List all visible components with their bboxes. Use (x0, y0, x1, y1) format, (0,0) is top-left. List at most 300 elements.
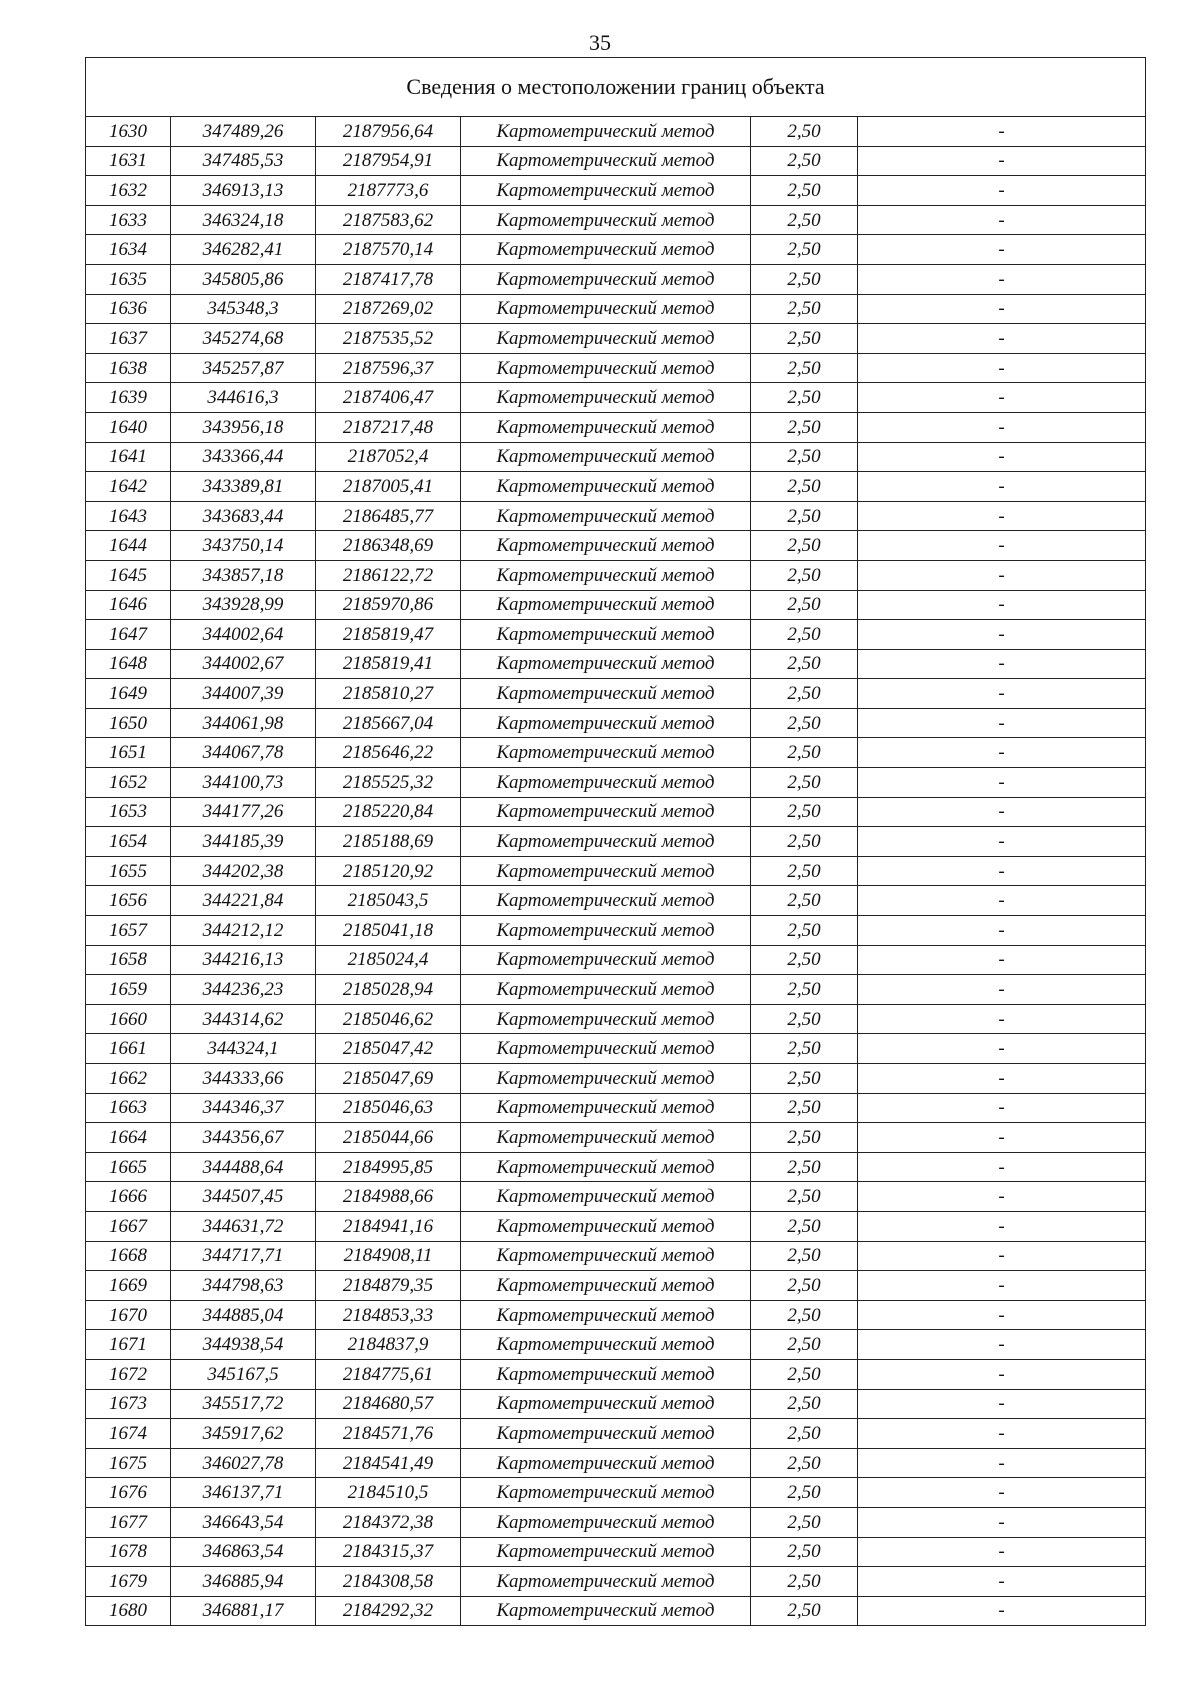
description-cell: - (858, 1596, 1146, 1626)
accuracy-cell: 2,50 (751, 1330, 858, 1360)
y-coordinate-cell: 2185188,69 (316, 827, 461, 857)
x-coordinate-cell: 344507,45 (171, 1182, 316, 1212)
point-number-cell: 1662 (86, 1064, 171, 1094)
point-number-cell: 1656 (86, 886, 171, 916)
x-coordinate-cell: 344798,63 (171, 1271, 316, 1301)
point-number-cell: 1646 (86, 590, 171, 620)
x-coordinate-cell: 344067,78 (171, 738, 316, 768)
accuracy-cell: 2,50 (751, 324, 858, 354)
point-number-cell: 1671 (86, 1330, 171, 1360)
y-coordinate-cell: 2184680,57 (316, 1389, 461, 1419)
y-coordinate-cell: 2187773,6 (316, 176, 461, 206)
method-cell: Картометрический метод (461, 945, 751, 975)
point-number-cell: 1640 (86, 412, 171, 442)
method-cell: Картометрический метод (461, 768, 751, 798)
table-title: Сведения о местоположении границ объекта (86, 58, 1146, 117)
point-number-cell: 1664 (86, 1123, 171, 1153)
description-cell: - (858, 856, 1146, 886)
table-row (86, 235, 1146, 265)
accuracy-cell: 2,50 (751, 1152, 858, 1182)
method-cell: Картометрический метод (461, 353, 751, 383)
x-coordinate-cell: 344488,64 (171, 1152, 316, 1182)
accuracy-cell: 2,50 (751, 531, 858, 561)
table-row (86, 176, 1146, 206)
table-row (86, 1093, 1146, 1123)
accuracy-cell: 2,50 (751, 560, 858, 590)
table-row (86, 472, 1146, 502)
accuracy-cell: 2,50 (751, 768, 858, 798)
accuracy-cell: 2,50 (751, 620, 858, 650)
x-coordinate-cell: 344216,13 (171, 945, 316, 975)
table-row (86, 856, 1146, 886)
y-coordinate-cell: 2184837,9 (316, 1330, 461, 1360)
table-row (86, 1567, 1146, 1597)
table-row (86, 590, 1146, 620)
method-cell: Картометрический метод (461, 886, 751, 916)
description-cell: - (858, 1034, 1146, 1064)
accuracy-cell: 2,50 (751, 827, 858, 857)
description-cell: - (858, 205, 1146, 235)
point-number-cell: 1667 (86, 1211, 171, 1241)
method-cell: Картометрический метод (461, 1064, 751, 1094)
table-row (86, 146, 1146, 176)
boundary-coordinates-table (85, 57, 1146, 1626)
y-coordinate-cell: 2185028,94 (316, 975, 461, 1005)
method-cell: Картометрический метод (461, 472, 751, 502)
description-cell: - (858, 797, 1146, 827)
table-row (86, 827, 1146, 857)
y-coordinate-cell: 2185047,69 (316, 1064, 461, 1094)
x-coordinate-cell: 344346,37 (171, 1093, 316, 1123)
y-coordinate-cell: 2184510,5 (316, 1478, 461, 1508)
description-cell: - (858, 560, 1146, 590)
table-row (86, 886, 1146, 916)
y-coordinate-cell: 2184315,37 (316, 1537, 461, 1567)
accuracy-cell: 2,50 (751, 679, 858, 709)
accuracy-cell: 2,50 (751, 1448, 858, 1478)
x-coordinate-cell: 346282,41 (171, 235, 316, 265)
point-number-cell: 1665 (86, 1152, 171, 1182)
point-number-cell: 1654 (86, 827, 171, 857)
y-coordinate-cell: 2185041,18 (316, 916, 461, 946)
point-number-cell: 1659 (86, 975, 171, 1005)
y-coordinate-cell: 2185810,27 (316, 679, 461, 709)
y-coordinate-cell: 2184372,38 (316, 1507, 461, 1537)
method-cell: Картометрический метод (461, 1004, 751, 1034)
table-row (86, 412, 1146, 442)
point-number-cell: 1633 (86, 205, 171, 235)
method-cell: Картометрический метод (461, 1596, 751, 1626)
accuracy-cell: 2,50 (751, 146, 858, 176)
point-number-cell: 1632 (86, 176, 171, 206)
point-number-cell: 1663 (86, 1093, 171, 1123)
x-coordinate-cell: 344616,3 (171, 383, 316, 413)
accuracy-cell: 2,50 (751, 205, 858, 235)
y-coordinate-cell: 2185220,84 (316, 797, 461, 827)
description-cell: - (858, 886, 1146, 916)
y-coordinate-cell: 2184308,58 (316, 1567, 461, 1597)
method-cell: Картометрический метод (461, 1478, 751, 1508)
point-number-cell: 1651 (86, 738, 171, 768)
x-coordinate-cell: 345805,86 (171, 264, 316, 294)
description-cell: - (858, 679, 1146, 709)
y-coordinate-cell: 2185646,22 (316, 738, 461, 768)
table-row (86, 1211, 1146, 1241)
accuracy-cell: 2,50 (751, 176, 858, 206)
table-title-row (86, 58, 1146, 117)
table-row (86, 531, 1146, 561)
y-coordinate-cell: 2185970,86 (316, 590, 461, 620)
description-cell: - (858, 117, 1146, 147)
method-cell: Картометрический метод (461, 708, 751, 738)
method-cell: Картометрический метод (461, 827, 751, 857)
y-coordinate-cell: 2185047,42 (316, 1034, 461, 1064)
method-cell: Картометрический метод (461, 738, 751, 768)
point-number-cell: 1636 (86, 294, 171, 324)
description-cell: - (858, 1567, 1146, 1597)
table-row (86, 1389, 1146, 1419)
y-coordinate-cell: 2187583,62 (316, 205, 461, 235)
y-coordinate-cell: 2187956,64 (316, 117, 461, 147)
method-cell: Картометрический метод (461, 1152, 751, 1182)
description-cell: - (858, 1537, 1146, 1567)
table-row (86, 383, 1146, 413)
description-cell: - (858, 1359, 1146, 1389)
x-coordinate-cell: 347485,53 (171, 146, 316, 176)
description-cell: - (858, 1182, 1146, 1212)
y-coordinate-cell: 2185024,4 (316, 945, 461, 975)
description-cell: - (858, 708, 1146, 738)
x-coordinate-cell: 344221,84 (171, 886, 316, 916)
accuracy-cell: 2,50 (751, 797, 858, 827)
description-cell: - (858, 1507, 1146, 1537)
method-cell: Картометрический метод (461, 1448, 751, 1478)
y-coordinate-cell: 2184292,32 (316, 1596, 461, 1626)
x-coordinate-cell: 346137,71 (171, 1478, 316, 1508)
description-cell: - (858, 353, 1146, 383)
point-number-cell: 1642 (86, 472, 171, 502)
description-cell: - (858, 324, 1146, 354)
description-cell: - (858, 620, 1146, 650)
description-cell: - (858, 1004, 1146, 1034)
table-row (86, 324, 1146, 354)
point-number-cell: 1634 (86, 235, 171, 265)
point-number-cell: 1678 (86, 1537, 171, 1567)
method-cell: Картометрический метод (461, 1211, 751, 1241)
table-row (86, 708, 1146, 738)
method-cell: Картометрический метод (461, 412, 751, 442)
y-coordinate-cell: 2185120,92 (316, 856, 461, 886)
y-coordinate-cell: 2185819,47 (316, 620, 461, 650)
x-coordinate-cell: 346885,94 (171, 1567, 316, 1597)
accuracy-cell: 2,50 (751, 235, 858, 265)
table-row (86, 1034, 1146, 1064)
accuracy-cell: 2,50 (751, 886, 858, 916)
y-coordinate-cell: 2184941,16 (316, 1211, 461, 1241)
description-cell: - (858, 945, 1146, 975)
method-cell: Картометрический метод (461, 1034, 751, 1064)
point-number-cell: 1673 (86, 1389, 171, 1419)
method-cell: Картометрический метод (461, 235, 751, 265)
x-coordinate-cell: 344356,67 (171, 1123, 316, 1153)
x-coordinate-cell: 343857,18 (171, 560, 316, 590)
x-coordinate-cell: 344212,12 (171, 916, 316, 946)
accuracy-cell: 2,50 (751, 1359, 858, 1389)
x-coordinate-cell: 343750,14 (171, 531, 316, 561)
accuracy-cell: 2,50 (751, 590, 858, 620)
description-cell: - (858, 176, 1146, 206)
x-coordinate-cell: 344007,39 (171, 679, 316, 709)
description-cell: - (858, 768, 1146, 798)
description-cell: - (858, 1300, 1146, 1330)
point-number-cell: 1635 (86, 264, 171, 294)
point-number-cell: 1650 (86, 708, 171, 738)
method-cell: Картометрический метод (461, 975, 751, 1005)
description-cell: - (858, 1271, 1146, 1301)
table-row (86, 738, 1146, 768)
table-row (86, 1182, 1146, 1212)
table-row (86, 797, 1146, 827)
x-coordinate-cell: 344236,23 (171, 975, 316, 1005)
table-row (86, 768, 1146, 798)
x-coordinate-cell: 343683,44 (171, 501, 316, 531)
x-coordinate-cell: 345167,5 (171, 1359, 316, 1389)
y-coordinate-cell: 2184879,35 (316, 1271, 461, 1301)
point-number-cell: 1641 (86, 442, 171, 472)
table-row (86, 1359, 1146, 1389)
point-number-cell: 1630 (86, 117, 171, 147)
table-row (86, 916, 1146, 946)
description-cell: - (858, 1123, 1146, 1153)
x-coordinate-cell: 346881,17 (171, 1596, 316, 1626)
method-cell: Картометрический метод (461, 1271, 751, 1301)
point-number-cell: 1660 (86, 1004, 171, 1034)
description-cell: - (858, 649, 1146, 679)
method-cell: Картометрический метод (461, 679, 751, 709)
point-number-cell: 1657 (86, 916, 171, 946)
x-coordinate-cell: 344324,1 (171, 1034, 316, 1064)
table-row (86, 117, 1146, 147)
accuracy-cell: 2,50 (751, 1507, 858, 1537)
table-row (86, 1330, 1146, 1360)
accuracy-cell: 2,50 (751, 975, 858, 1005)
y-coordinate-cell: 2187954,91 (316, 146, 461, 176)
y-coordinate-cell: 2184988,66 (316, 1182, 461, 1212)
method-cell: Картометрический метод (461, 146, 751, 176)
point-number-cell: 1666 (86, 1182, 171, 1212)
x-coordinate-cell: 343928,99 (171, 590, 316, 620)
point-number-cell: 1676 (86, 1478, 171, 1508)
y-coordinate-cell: 2184908,11 (316, 1241, 461, 1271)
table-row (86, 1004, 1146, 1034)
accuracy-cell: 2,50 (751, 1389, 858, 1419)
method-cell: Картометрический метод (461, 1330, 751, 1360)
method-cell: Картометрический метод (461, 560, 751, 590)
method-cell: Картометрический метод (461, 1537, 751, 1567)
accuracy-cell: 2,50 (751, 1182, 858, 1212)
x-coordinate-cell: 345917,62 (171, 1419, 316, 1449)
method-cell: Картометрический метод (461, 1389, 751, 1419)
y-coordinate-cell: 2184571,76 (316, 1419, 461, 1449)
table-row (86, 294, 1146, 324)
accuracy-cell: 2,50 (751, 916, 858, 946)
description-cell: - (858, 1093, 1146, 1123)
x-coordinate-cell: 344202,38 (171, 856, 316, 886)
point-number-cell: 1670 (86, 1300, 171, 1330)
accuracy-cell: 2,50 (751, 1300, 858, 1330)
y-coordinate-cell: 2187052,4 (316, 442, 461, 472)
accuracy-cell: 2,50 (751, 649, 858, 679)
accuracy-cell: 2,50 (751, 1596, 858, 1626)
page-number: 35 (589, 30, 611, 55)
y-coordinate-cell: 2185819,41 (316, 649, 461, 679)
accuracy-cell: 2,50 (751, 738, 858, 768)
y-coordinate-cell: 2185046,62 (316, 1004, 461, 1034)
x-coordinate-cell: 344717,71 (171, 1241, 316, 1271)
y-coordinate-cell: 2187535,52 (316, 324, 461, 354)
method-cell: Картометрический метод (461, 916, 751, 946)
method-cell: Картометрический метод (461, 620, 751, 650)
point-number-cell: 1639 (86, 383, 171, 413)
description-cell: - (858, 1448, 1146, 1478)
table-row (86, 975, 1146, 1005)
point-number-cell: 1631 (86, 146, 171, 176)
y-coordinate-cell: 2186122,72 (316, 560, 461, 590)
description-cell: - (858, 235, 1146, 265)
point-number-cell: 1645 (86, 560, 171, 590)
x-coordinate-cell: 344100,73 (171, 768, 316, 798)
description-cell: - (858, 590, 1146, 620)
method-cell: Картометрический метод (461, 1093, 751, 1123)
accuracy-cell: 2,50 (751, 1211, 858, 1241)
x-coordinate-cell: 346324,18 (171, 205, 316, 235)
table-body (86, 117, 1146, 1626)
method-cell: Картометрический метод (461, 501, 751, 531)
x-coordinate-cell: 346863,54 (171, 1537, 316, 1567)
x-coordinate-cell: 344185,39 (171, 827, 316, 857)
x-coordinate-cell: 344631,72 (171, 1211, 316, 1241)
description-cell: - (858, 442, 1146, 472)
y-coordinate-cell: 2187217,48 (316, 412, 461, 442)
y-coordinate-cell: 2186348,69 (316, 531, 461, 561)
method-cell: Картометрический метод (461, 590, 751, 620)
y-coordinate-cell: 2187005,41 (316, 472, 461, 502)
accuracy-cell: 2,50 (751, 1004, 858, 1034)
method-cell: Картометрический метод (461, 649, 751, 679)
accuracy-cell: 2,50 (751, 1537, 858, 1567)
method-cell: Картометрический метод (461, 383, 751, 413)
point-number-cell: 1679 (86, 1567, 171, 1597)
description-cell: - (858, 738, 1146, 768)
method-cell: Картометрический метод (461, 1123, 751, 1153)
point-number-cell: 1638 (86, 353, 171, 383)
accuracy-cell: 2,50 (751, 1093, 858, 1123)
method-cell: Картометрический метод (461, 324, 751, 354)
x-coordinate-cell: 345517,72 (171, 1389, 316, 1419)
table-row (86, 1123, 1146, 1153)
table-row (86, 442, 1146, 472)
accuracy-cell: 2,50 (751, 856, 858, 886)
accuracy-cell: 2,50 (751, 1419, 858, 1449)
accuracy-cell: 2,50 (751, 945, 858, 975)
point-number-cell: 1653 (86, 797, 171, 827)
y-coordinate-cell: 2185667,04 (316, 708, 461, 738)
table-row (86, 205, 1146, 235)
x-coordinate-cell: 344002,64 (171, 620, 316, 650)
point-number-cell: 1643 (86, 501, 171, 531)
y-coordinate-cell: 2184775,61 (316, 1359, 461, 1389)
table-row (86, 1064, 1146, 1094)
x-coordinate-cell: 343956,18 (171, 412, 316, 442)
x-coordinate-cell: 345348,3 (171, 294, 316, 324)
accuracy-cell: 2,50 (751, 1241, 858, 1271)
point-number-cell: 1647 (86, 620, 171, 650)
table-row (86, 679, 1146, 709)
y-coordinate-cell: 2184853,33 (316, 1300, 461, 1330)
method-cell: Картометрический метод (461, 1419, 751, 1449)
method-cell: Картометрический метод (461, 264, 751, 294)
method-cell: Картометрический метод (461, 1182, 751, 1212)
x-coordinate-cell: 343366,44 (171, 442, 316, 472)
description-cell: - (858, 1211, 1146, 1241)
point-number-cell: 1661 (86, 1034, 171, 1064)
description-cell: - (858, 827, 1146, 857)
y-coordinate-cell: 2185525,32 (316, 768, 461, 798)
point-number-cell: 1648 (86, 649, 171, 679)
method-cell: Картометрический метод (461, 1567, 751, 1597)
accuracy-cell: 2,50 (751, 1478, 858, 1508)
table-row (86, 1300, 1146, 1330)
point-number-cell: 1649 (86, 679, 171, 709)
accuracy-cell: 2,50 (751, 264, 858, 294)
table-row (86, 1478, 1146, 1508)
description-cell: - (858, 264, 1146, 294)
y-coordinate-cell: 2185043,5 (316, 886, 461, 916)
description-cell: - (858, 383, 1146, 413)
method-cell: Картометрический метод (461, 1300, 751, 1330)
y-coordinate-cell: 2184541,49 (316, 1448, 461, 1478)
method-cell: Картометрический метод (461, 1507, 751, 1537)
point-number-cell: 1674 (86, 1419, 171, 1449)
accuracy-cell: 2,50 (751, 412, 858, 442)
table-row (86, 620, 1146, 650)
y-coordinate-cell: 2187269,02 (316, 294, 461, 324)
accuracy-cell: 2,50 (751, 501, 858, 531)
table-row (86, 649, 1146, 679)
accuracy-cell: 2,50 (751, 472, 858, 502)
method-cell: Картометрический метод (461, 856, 751, 886)
description-cell: - (858, 1389, 1146, 1419)
description-cell: - (858, 975, 1146, 1005)
point-number-cell: 1668 (86, 1241, 171, 1271)
x-coordinate-cell: 343389,81 (171, 472, 316, 502)
x-coordinate-cell: 344177,26 (171, 797, 316, 827)
description-cell: - (858, 531, 1146, 561)
y-coordinate-cell: 2187570,14 (316, 235, 461, 265)
method-cell: Картометрический метод (461, 294, 751, 324)
description-cell: - (858, 916, 1146, 946)
description-cell: - (858, 1478, 1146, 1508)
method-cell: Картометрический метод (461, 117, 751, 147)
point-number-cell: 1637 (86, 324, 171, 354)
table-row (86, 1152, 1146, 1182)
point-number-cell: 1652 (86, 768, 171, 798)
description-cell: - (858, 501, 1146, 531)
method-cell: Картометрический метод (461, 1241, 751, 1271)
table-row (86, 1596, 1146, 1626)
accuracy-cell: 2,50 (751, 1271, 858, 1301)
x-coordinate-cell: 344061,98 (171, 708, 316, 738)
